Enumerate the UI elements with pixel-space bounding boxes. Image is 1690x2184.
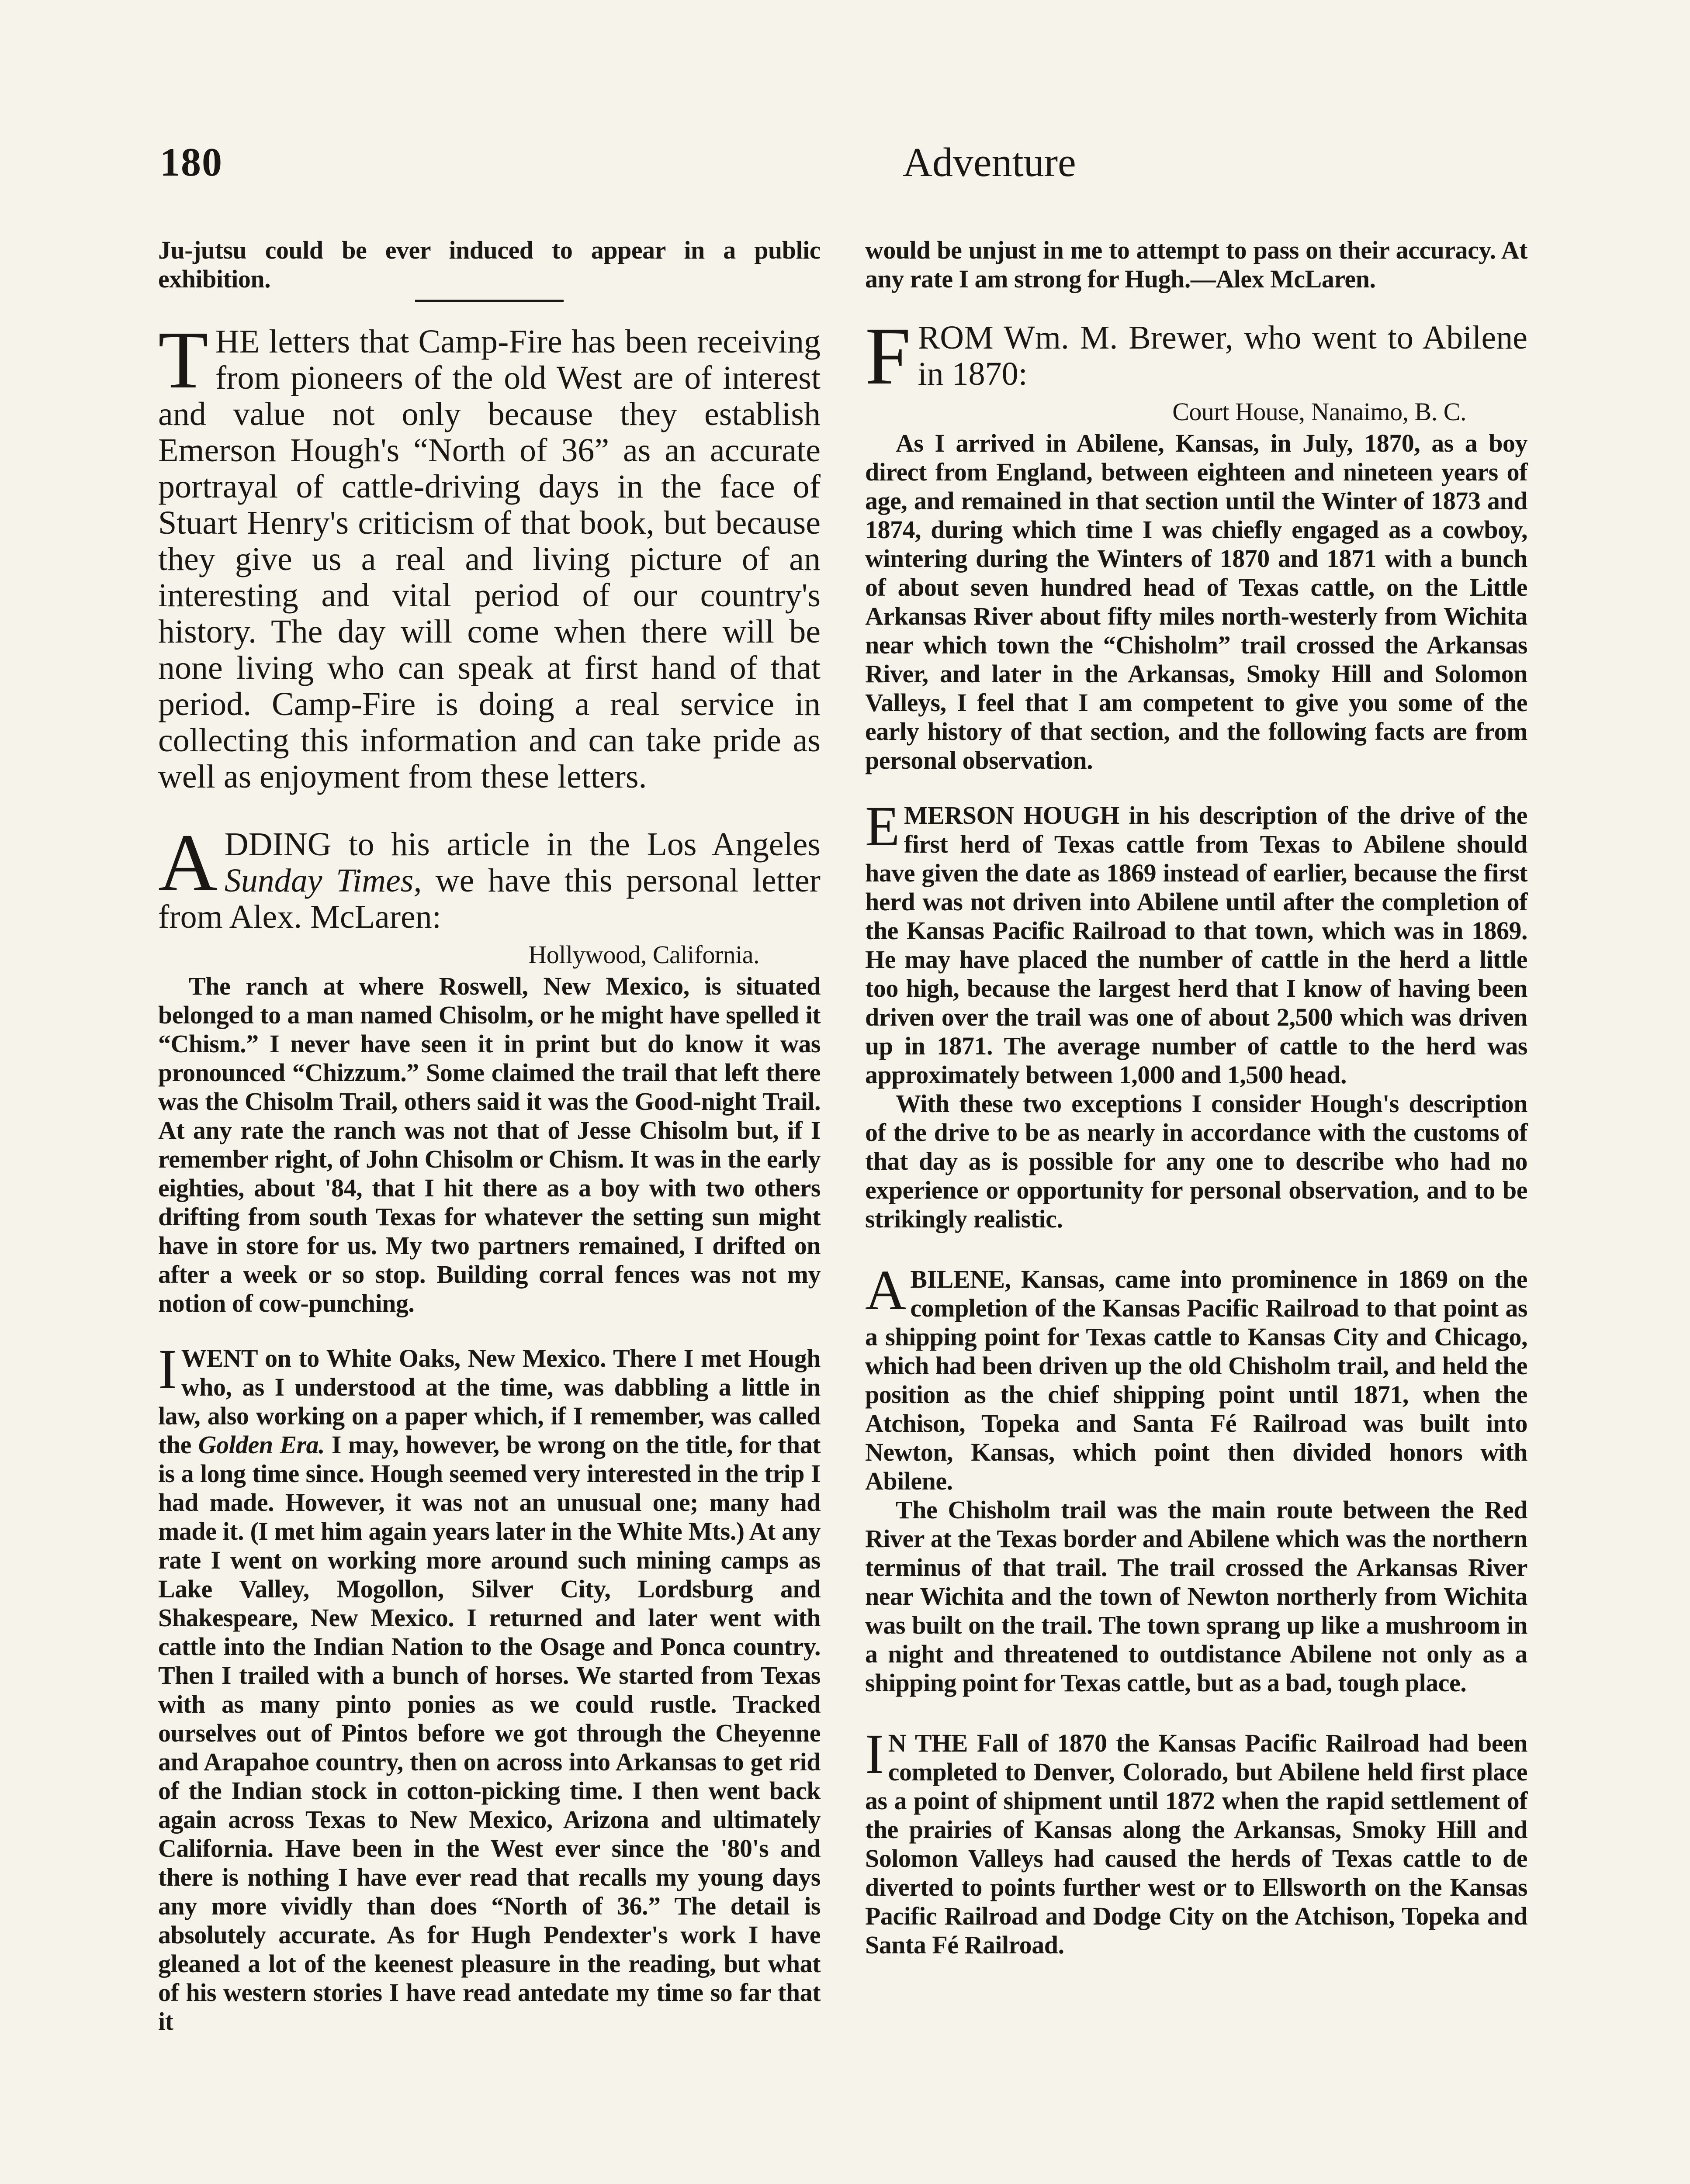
intro-text: Ju-jutsu could be ever induced to appear in a public exhibition. — [158, 236, 821, 293]
adding-text-2: we have this personal letter from Alex. McLaren: — [158, 862, 821, 935]
page-header — [160, 139, 1523, 204]
went-italic: Golden Era. — [198, 1431, 325, 1459]
fall-paragraph — [865, 1723, 1527, 1959]
adding-italic: Sunday Times, — [224, 862, 422, 899]
intro-paragraph — [158, 236, 821, 294]
mclaren-letter — [158, 940, 821, 1318]
adding-text: DDING to his article in the Los Angeles — [224, 826, 821, 863]
brewer-letter — [865, 397, 1527, 775]
dropcap: I — [158, 1338, 177, 1401]
continued-paragraph — [865, 236, 1527, 294]
went-text-2: I may, however, be wrong on the title, for that is a long time since. Hough seemed very interested in the trip I had made. However, it was not an unusual one; many had made it. (I met him again years later in the White Mts.) At any rate I went on working more around such mining camps as Lake Valley, Mogollon, Silver City, Lordsburg and Shakespeare, New Mexico. I returned and later went with cattle into the Indian Nation to the Osage and Ponca country. Then I trailed with a bunch of horses. We started from Texas with as many pinto ponies as we could rustle. Tracked ourselves out of Pintos before we got through the Cheyenne and Arapahoe country, then on across into Arkansas to get rid of the Indian stock in cotton-picking time. I then went back again across Texas to New Mexico, Arizona and ultimately California. Have been in the West ever since the '80's and there is nothing I have ever read that recalls my young days any more vividly than does “North of 36.” The detail is absolutely accurate. As for Hugh Pendexter's work I have gleaned a lot of the keenest pleasure in the reading, but what of his western stories I have read antedate my time so far that it — [158, 1431, 821, 2035]
magazine-title: Adventure — [903, 140, 1076, 185]
continued-text: would be unjust in me to attempt to pass on their accuracy. At any rate I am strong for Hugh.—Alex McLaren. — [865, 236, 1527, 293]
right-column — [865, 236, 1527, 1959]
dropcap: F — [865, 310, 911, 401]
page-number: 180 — [160, 140, 223, 184]
went-paragraph — [158, 1338, 821, 2036]
campfire-text: HE letters that Camp-Fire has been receiving from pioneers of the old West are of interest and value not only because they establish Emerson Hough's “North of 36” as an accurate portrayal of cattle-driving days in the face of Stuart Henry's criticism of that book, but because they give us a real and living picture of an interesting and vital period of our country's history. The day will come when there will be none living who can speak at first hand of that period. Camp-Fire is doing a real service in collecting this information and can take pride as well as enjoyment from these letters. — [158, 323, 821, 795]
adding-paragraph — [158, 817, 821, 935]
section-divider — [415, 300, 564, 302]
went-text: WENT on to White Oaks, New Mexico. There I met Hough who, as I understood at the time, was dabbling a little in law, also working on a paper which, if I remember, was called the — [158, 1344, 821, 1459]
exceptions-paragraph: With these two exceptions I consider Hough's description of the drive to be as nearly in accordance with the customs of that day as is possible for any one to describe who had no experience or opportunity for personal observation, and to be strikingly realistic. — [865, 1089, 1527, 1233]
chisholm-paragraph: The Chisholm trail was the main route between the Red River at the Texas border and Abilene which was the northern terminus of that trail. The trail crossed the Arkansas River near Wichita and the town of Newton northerly from Wichita was built on the trail. The town sprang up like a mushroom in a night and threatened to outdistance Abilene not only as a shipping point for Texas cattle, but as a bad, tough place. — [865, 1496, 1527, 1697]
abilene-text: BILENE, Kansas, came into prominence in 1869 on the completion of the Kansas Pacific Railroad to that point as a shipping point for Texas cattle to Kansas City and Chicago, which had been driven up the old Chisholm trail, and held the position as the chief shipping point until 1871, when the Atchison, Topeka and Santa Fé Railroad was built into Newton, Kansas, which point then divided honors with Abilene. — [865, 1265, 1527, 1495]
emerson-paragraph — [865, 795, 1527, 1234]
from-paragraph — [865, 310, 1527, 401]
dropcap: T — [158, 314, 208, 405]
emerson-text: MERSON HOUGH in his description of the drive of the first herd of Texas cattle from Texas to Abilene should have given the date as 1869 instead of earlier, because the first herd was not driven into Abilene until after the completion of the Kansas Pacific Railroad to that town, which was in 1869. He may have placed the number of cattle in the herd a little too high, because the largest herd that I know of having been driven over the trail was one of about 2,500 which was driven up in 1871. The average number of cattle to the herd was approximately between 1,000 and 1,500 head. — [865, 801, 1527, 1089]
letter-place: Court House, Nanaimo, B. C. — [1172, 397, 1466, 426]
campfire-paragraph — [158, 314, 821, 795]
letter-place: Hollywood, California. — [528, 940, 759, 969]
dropcap: A — [158, 817, 218, 908]
dropcap: A — [865, 1259, 906, 1322]
from-text: ROM Wm. M. Brewer, who went to Abilene in 1870: — [918, 319, 1527, 392]
abilene-paragraph — [865, 1259, 1527, 1697]
fall-text: N THE Fall of 1870 the Kansas Pacific Railroad had been completed to Denver, Colorado, but Abilene held first place as a point of shipment until 1872 when the rapid settlement of the prairies of Kansas along the Arkansas, Smoky Hill and Solomon Valleys had caused the herds of Texas cattle to de diverted to points further west or to Ellsworth on the Kansas Pacific Railroad and Dodge City on the Atchison, Topeka and Santa Fé Railroad. — [865, 1729, 1527, 1959]
dropcap: E — [865, 795, 900, 858]
dropcap: I — [865, 1723, 884, 1786]
arrived-paragraph: As I arrived in Abilene, Kansas, in July, 1870, as a boy direct from England, between eighteen and nineteen years of age, and remained in that section until the Winter of 1873 and 1874, during which time I was chiefly engaged as a cowboy, wintering during the Winters of 1870 and 1871 with a bunch of about seven hundred head of Texas cattle, on the Little Arkansas River about fifty miles north-westerly from Wichita near which town the “Chisholm” trail crossed the Arkansas River, and later in the Arkansas, Smoky Hill and Solomon Valleys, I feel that I am competent to give you some of the early history of that section, and the following facts are from personal observation. — [865, 429, 1527, 774]
left-column — [158, 236, 821, 2036]
ranch-paragraph: The ranch at where Roswell, New Mexico, is situated belonged to a man named Chisolm, or he might have spelled it “Chism.” I never have seen it in print but do know it was pronounced “Chizzum.” Some claimed the trail that left there was the Chisolm Trail, others said it was the Good-night Trail. At any rate the ranch was not that of Jesse Chisolm but, if I remember right, of John Chisolm or Chism. It was in the early eighties, about '84, that I hit there as a boy with two others drifting from south Texas for whatever the setting sun might have in store for us. My two partners remained, I drifted on after a week or so stop. Building corral fences was not my notion of cow-punching. — [158, 972, 821, 1317]
